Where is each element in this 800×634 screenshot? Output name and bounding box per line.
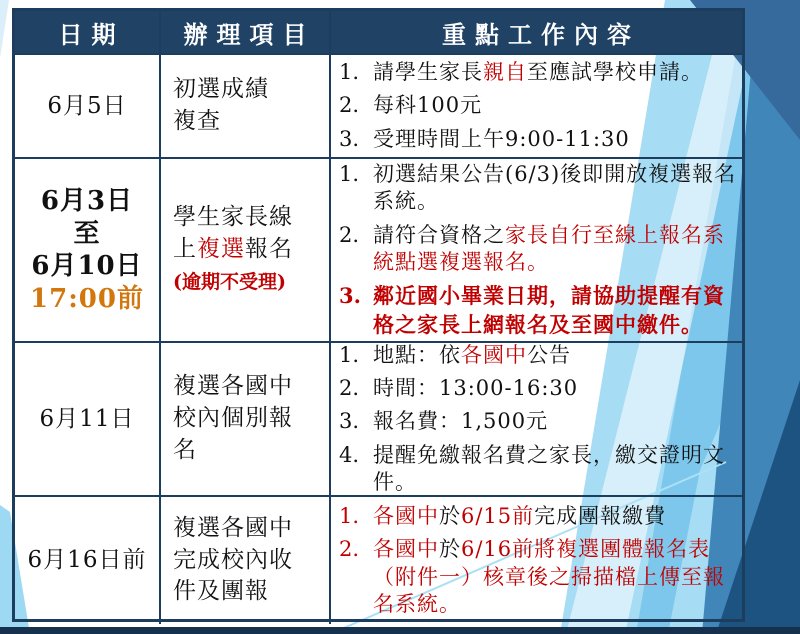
list-item [339,222,738,277]
date-cell [15,159,161,343]
list-item [339,161,738,216]
item-segment: 上 [173,236,197,263]
list-number: 3. [339,409,360,434]
list-number: 1. [339,504,360,528]
item-segment: 複查 [173,108,221,134]
item-segment: 件及團報 [173,578,269,605]
date-line: 6月5日 [47,92,127,119]
list-text [373,282,738,339]
list-number: 2. [339,93,360,118]
list-item [339,536,738,618]
list-item [339,126,738,153]
list-item [339,342,738,369]
list-number: 2. [339,537,360,562]
date-line: 6月10日 [31,251,143,281]
list-text [373,222,738,277]
item-segment: 名 [173,436,197,463]
schedule-table [12,8,745,622]
item-segment: 校內個別報 [173,405,293,432]
item-cell [161,343,331,497]
text-segment: 受理時間上午9:00-11:30 [373,126,630,151]
text-segment: 親自 [483,60,527,85]
list-text [373,161,738,216]
item-cell [161,497,331,624]
list-item [339,282,738,339]
list-text [373,536,738,618]
item-cell [161,159,331,343]
text-segment: 各國中 [373,537,439,562]
list-number: 3. [339,283,361,309]
list-item [339,442,738,497]
list-number: 1. [339,342,360,367]
item-text [173,74,269,137]
list-number: 1. [339,60,360,85]
content-cell [331,159,742,343]
content-cell [331,55,742,159]
text-segment: 家長自行至線上報名系統點選複選報名。 [373,222,725,274]
date-line: 6月16日前 [27,547,147,574]
list-text [373,408,738,435]
text-segment: 各國中 [461,342,527,367]
content-cell [331,497,742,624]
date-line: 6月3日 [40,186,134,216]
list-text [373,375,738,402]
content-cell [331,343,742,497]
item-cell [161,55,331,159]
list-text [373,442,738,497]
date-cell [15,55,161,159]
date-line: 至 [73,218,101,249]
item-segment: 報名 [245,236,293,263]
list-number: 4. [339,442,360,467]
list-text [373,126,738,153]
text-segment: 公告 [527,342,571,367]
list-text [373,59,738,86]
item-text [173,513,293,608]
header-cell-content: 重點工作內容 [331,11,742,55]
text-segment: 於 [439,504,461,528]
text-segment: 至應試學校申請。 [527,60,703,85]
text-segment: 完成團報繳費 [534,504,667,528]
list-text [373,503,738,530]
item-segment: 初選成績 [173,76,269,103]
text-segment: 各國中 [373,504,439,528]
item-segment: 複選各國中 [173,514,293,541]
item-segment: 複選 [197,236,245,263]
date-cell [15,343,161,497]
list-number: 2. [339,222,360,247]
item-text [173,202,293,297]
list-number: 3. [339,126,360,151]
date-line: 6月11日 [39,405,135,432]
item-segment: (逾期不受理) [173,270,286,293]
text-segment: 初選結果公告(6/3)後即開放複選報名系統。 [373,162,737,214]
list-item [339,59,738,86]
header-cell-date: 日期 [15,11,161,55]
text-segment: 鄰近國小畢業日期，請協助提醒有資格之家長上網報名及至國中繳件。 [373,283,725,337]
list-text [373,342,738,369]
text-segment: 6/16前將複選團體報名表（附件一）核章後之掃描檔上傳至報名系統。 [373,537,725,616]
text-segment: 於 [439,537,461,562]
text-segment: 請學生家長 [373,60,483,85]
text-segment: 6/15前 [461,504,535,528]
text-segment: 提醒免繳報名費之家長，繳交證明文件。 [373,442,725,494]
text-segment: 每科100元 [373,93,483,118]
text-segment: 地點：依 [373,342,461,367]
item-segment: 學生家長線 [173,204,293,231]
list-item [339,408,738,435]
list-item [339,375,738,402]
item-segment: 完成校內收 [173,546,293,573]
text-segment: 請符合資格之 [373,222,505,247]
item-text [173,371,293,466]
list-number: 2. [339,376,360,401]
list-text [373,92,738,119]
header-cell-item: 辦理項目 [161,11,331,55]
list-number: 1. [339,162,360,187]
item-segment: 複選各國中 [173,373,293,400]
date-line: 17:00前 [30,283,144,314]
text-segment: 報名費：1,500元 [373,409,549,434]
list-item [339,503,738,530]
list-item [339,92,738,119]
date-cell [15,497,161,624]
text-segment: 時間：13:00-16:30 [373,376,579,401]
